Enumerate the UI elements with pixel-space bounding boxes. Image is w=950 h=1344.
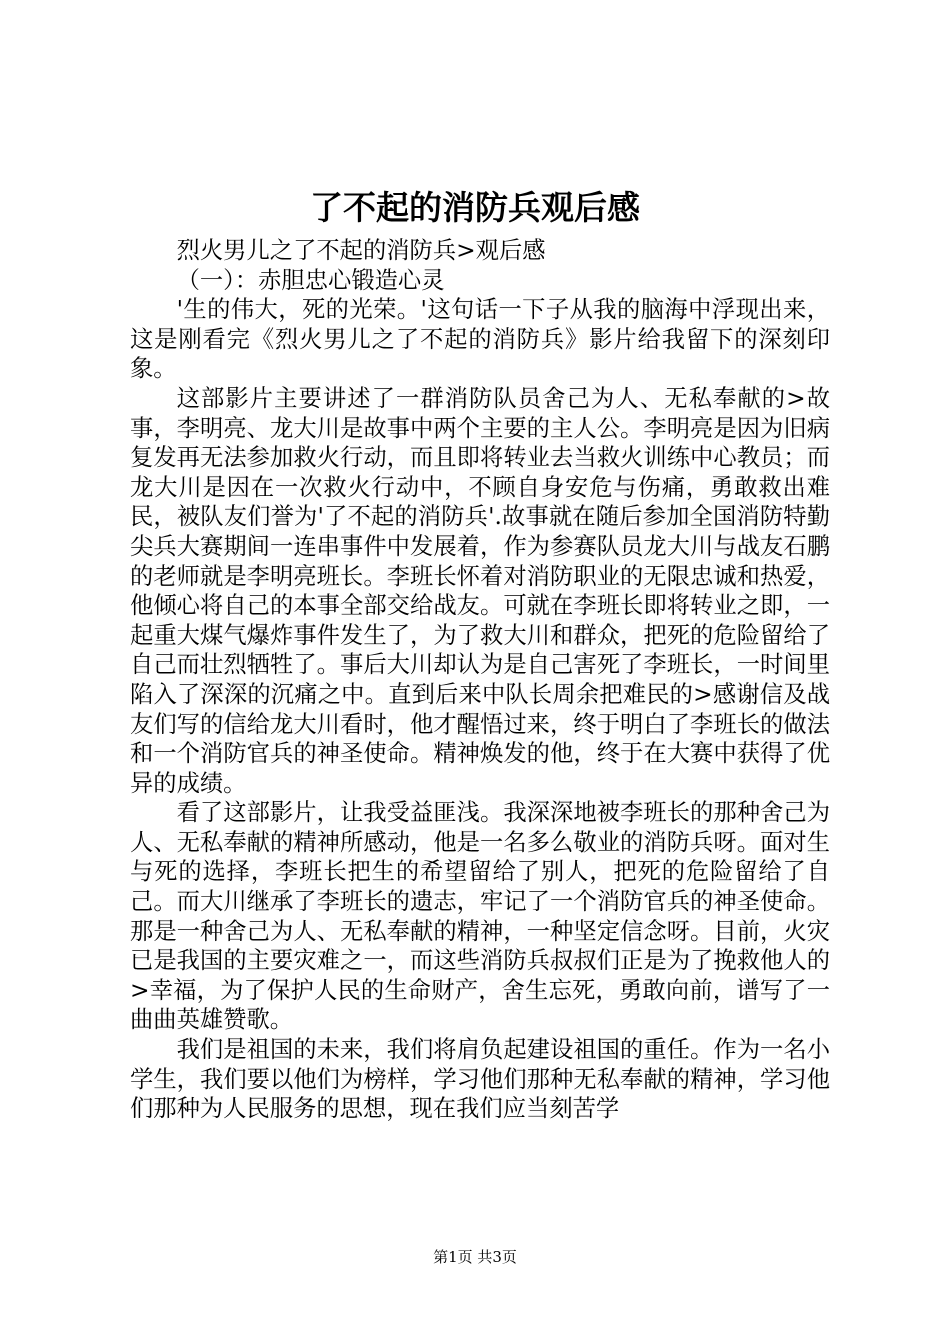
paragraph: 我们是祖国的未来，我们将肩负起建设祖国的重任。作为一名小学生，我们要以他们为榜样，学习他们那种无私奉献的精神，学习他们那种为人民服务的思想，现在我们应当刻苦学 <box>130 1036 830 1123</box>
document-body <box>130 236 830 1124</box>
paragraph: '生的伟大，死的光荣。'这句话一下子从我的脑海中浮现出来，这是刚看完《烈火男儿之了不起的消防兵》影片给我留下的深刻印象。 <box>130 296 830 383</box>
paragraph: 看了这部影片，让我受益匪浅。我深深地被李班长的那种舍己为人、无私奉献的精神所感动，他是一名多么敬业的消防兵呀。面对生与死的选择，李班长把生的希望留给了别人，把死的危险留给了自己。而大川继承了李班长的遗志，牢记了一个消防官兵的神圣使命。那是一种舍己为人、无私奉献的精神，一种坚定信念呀。目前，火灾已是我国的主要灾难之一，而这些消防兵叔叔们正是为了挽救他人的>幸福，为了保护人民的生命财产，舍生忘死，勇敢向前，谱写了一曲曲英雄赞歌。 <box>130 799 830 1034</box>
document-subtitle: 烈火男儿之了不起的消防兵>观后感 <box>176 237 546 264</box>
page-number-footer: 第1页 共3页 <box>433 1248 517 1266</box>
paragraph: 这部影片主要讲述了一群消防队员舍己为人、无私奉献的>故事，李明亮、龙大川是故事中两个主要的主人公。李明亮是因为旧病复发再无法参加救火行动，而且即将转业去当救火训练中心教员；而龙大川是因在一次救火行动中，不顾自身安危与伤痛，勇敢救出难民，被队友们誉为'了不起的消防兵'.故事就在随后参加全国消防特勤尖兵大赛期间一连串事件中发展着，作为参赛队员龙大川与战友石鹏的老师就是李明亮班长。李班长怀着对消防职业的无限忠诚和热爱，他倾心将自己的本事全部交给战友。可就在李班长即将转业之即，一起重大煤气爆炸事件发生了，为了救大川和群众，把死的危险留给了自己而壮烈牺牲了。事后大川却认为是自己害死了李班长，一时间里陷入了深深的沉痛之中。直到后来中队长周余把难民的>感谢信及战友们写的信给龙大川看时，他才醒悟过来，终于明白了李班长的做法和一个消防官兵的神圣使命。精神焕发的他，终于在大赛中获得了优异的成绩。 <box>130 384 830 797</box>
document-title: 了不起的消防兵观后感 <box>310 188 640 227</box>
section-heading: （一）：赤胆忠心锻造心灵 <box>176 266 445 294</box>
